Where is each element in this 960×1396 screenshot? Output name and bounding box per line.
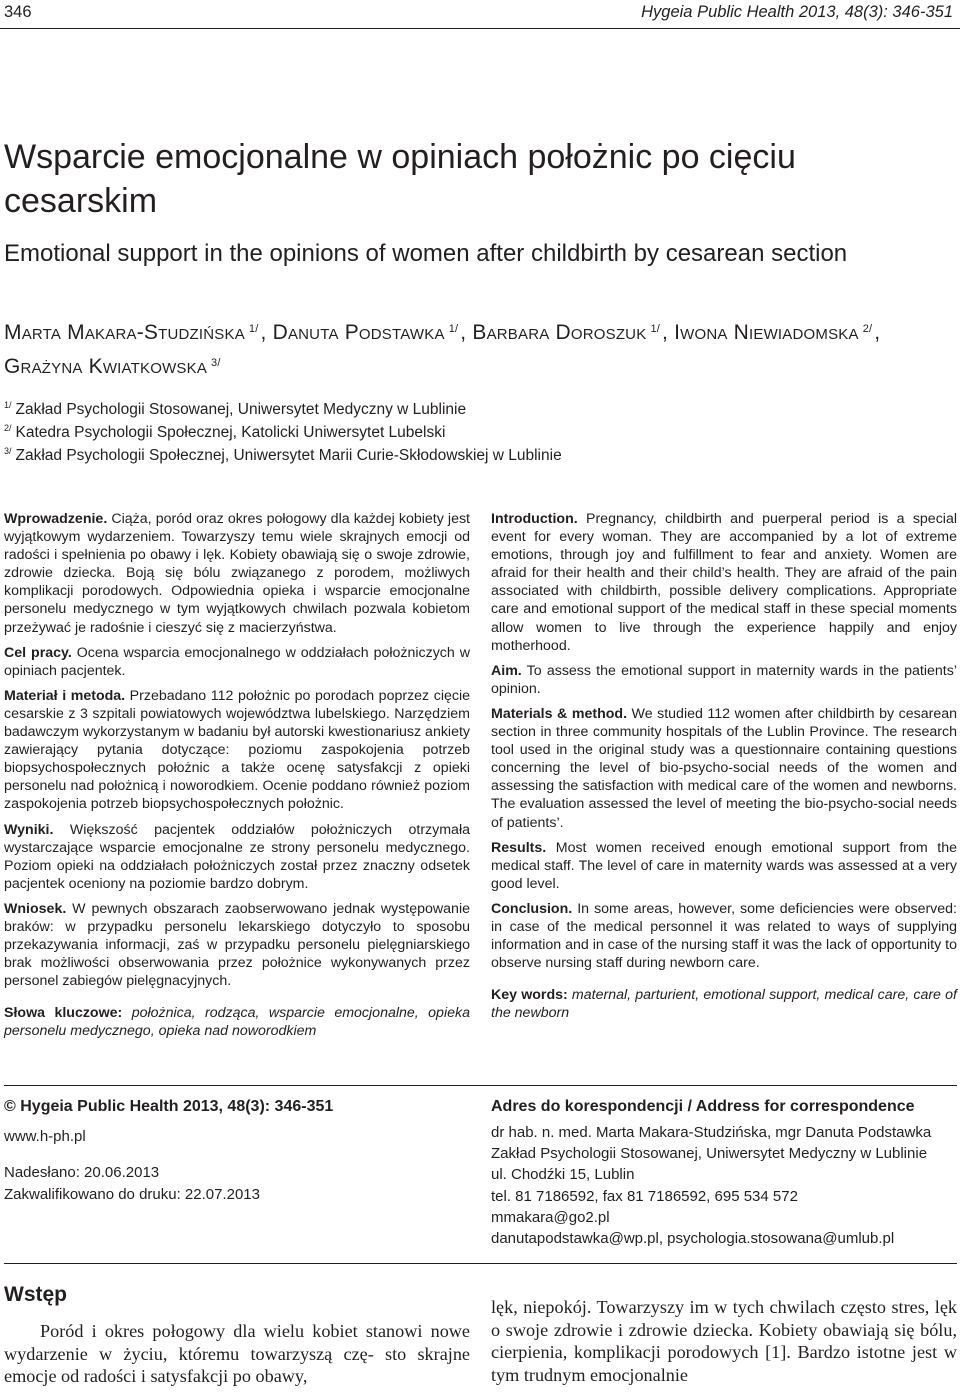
abstract-intro: Wprowadzenie. Ciąża, poród oraz okres połogowy dla każdej kobiety jest wyjątkowym wydarzeniem. Towarzyszy temu wiele skrajnych emocji od radości i spełnienia po obawy i lęk. Kobiety obawiają się o swoje zdrowie, zdrowie dziecka. Boją się bólu związanego z porodem, możliwych komplikacji porodowych. Odpowiednia opieka i wsparcie emocjonalne personelu medycznego w tym wyjątkowych chwilach pozwala kobietom przeżywać je radośnie i cieszyć się z macierzyństwa. <box>4 511 470 636</box>
abstract-conclusion: Wniosek. W pewnych obszarach zaobserwowano jednak występowanie braków: w przypadku personelu lekarskiego dotyczyło to sposobu przekazywania informacji, zaś w przypadku personelu pielęgniarskiego brak możliwości obserwowania przez położnice wykonywanych przez personel zabiegów pielęgnacyjnych. <box>4 900 470 990</box>
copyright-line: © Hygeia Public Health 2013, 48(3): 346-351 <box>4 1098 334 1115</box>
divider <box>4 1085 957 1086</box>
article-title: Wsparcie emocjonalne w opiniach położnic po cięciu cesarskim <box>4 138 796 220</box>
article-subtitle-en: Emotional support in the opinions of women after childbirth by cesarean section <box>4 240 848 267</box>
divider <box>4 1263 957 1264</box>
body-text-left: Poród i okres połogowy dla wielu kobiet stanowi nowe wydarzenie w życiu, któremu towarzyszą czę- sto skrajne emocje od radości i satysfakcji po obawy, <box>4 1321 470 1387</box>
correspondence <box>491 1096 957 1249</box>
correspondence-line: tel. 81 7186592, fax 81 7186592, 695 534 572 <box>491 1187 798 1205</box>
correspondence-line: ul. Chodźki 15, Lublin <box>491 1166 635 1184</box>
abstract-results: Results. Most women received enough emotional support from the medical staff. The level of care in maternity wards was assessed at a very good level. <box>491 839 957 892</box>
journal-url[interactable]: www.h-ph.pl <box>4 1128 86 1146</box>
author: Danuta Podstawka $^{1/}$, <box>272 321 467 344</box>
keywords-english: Key words: maternal, parturient, emotional support, medical care, care of the newborn <box>491 987 957 1022</box>
correspondence-line: dr hab. n. med. Marta Makara-Studzińska, mgr Danuta Podstawka <box>491 1124 932 1141</box>
affiliation: $^{3/}$ Zakład Psychologii Społecznej, Uniwersytet Marii Curie-Skłodowskiej w Lublinie <box>4 446 562 464</box>
abstract-results: Wyniki. Większość pacjentek oddziałów położniczych otrzymała wystarczające wsparcie emocjonalne ze strony personelu medycznego. Poziom opieki na oddziałach położniczych został przez znaczny odsetek pacjentek oceniony na poziomie bardzo dobrym. <box>4 821 470 892</box>
author: Grażyna Kwiatkowska $^{3/}$ <box>4 355 221 378</box>
abstract-aim: Aim. To assess the emotional support in maternity wards in the patients’ opinion. <box>491 662 957 697</box>
section-heading: Wstęp <box>4 1283 67 1306</box>
keywords-polish: Słowa kluczowe: położnica, rodząca, wsparcie emocjonalne, opieka personelu medycznego, opieka nad noworodkiem <box>4 1005 470 1040</box>
abstract-method: Materials & method. We studied 112 women after childbirth by cesarean section in three community hospitals of the Lublin Province. The research tool used in the original study was a questionnaire containing questions concerning the level of bio-psycho-social needs of the women and assessing the satisfaction with medical care of the women and newborns. The evaluation assessed the level of meeting the bio-psycho-social needs of patients’. <box>491 705 957 831</box>
page-number: 346 <box>4 3 32 21</box>
abstract-english <box>491 510 957 1029</box>
journal-citation: Hygeia Public Health 2013, 48(3): 346-351 <box>641 3 953 21</box>
author: Barbara Doroszuk $^{1/}$, <box>472 321 669 344</box>
email-link[interactable]: mmakara@go2.pl <box>491 1208 610 1226</box>
accepted-date: Zakwalifikowano do druku: 22.07.2013 <box>4 1185 260 1203</box>
correspondence-line: Zakład Psychologii Stosowanej, Uniwersytet Medyczny w Lublinie <box>491 1145 928 1163</box>
abstract-polish <box>4 510 470 1048</box>
author: Marta Makara-Studzińska $^{1/}$, <box>4 321 267 344</box>
abstract-aim: Cel pracy. Ocena wsparcia emocjonalnego w oddziałach położniczych w opiniach pacjentek. <box>4 644 470 679</box>
author: Iwona Niewiadomska $^{2/}$, <box>674 321 881 344</box>
running-header <box>0 0 960 29</box>
abstract-intro: Introduction. Pregnancy, childbirth and puerperal period is a special event for every woman. They are accompanied by a lot of extreme emotions, through joy and fulfillment to fear and anxiety. Women are afraid for their health and their child’s health. They are afraid of the pain associated with childbirth, possible delivery complications. Appropriate care and emotional support of the medical staff in these special moments allow women to live through the experience happily and enjoy motherhood. <box>491 511 957 654</box>
correspondence-title: Adres do korespondencji / Address for correspondence <box>491 1098 915 1115</box>
body-text-right: lęk, niepokój. Towarzyszy im w tych chwilach często stres, lęk o swoje zdrowie i zdrowie dziecka. Kobiety obawiają się bólu, cierpienia, komplikacji porodowych [1]. Bardzo istotne jest w tym trudnym emocjonalnie <box>491 1297 957 1385</box>
email-link[interactable]: danutapodstawka@wp.pl, psychologia.stosowana@umlub.pl <box>491 1230 895 1248</box>
received-date: Nadesłano: 20.06.2013 <box>4 1164 160 1182</box>
author-list <box>4 314 954 382</box>
affiliation: $^{2/}$ Katedra Psychologii Społecznej, Katolicki Uniwersytet Lubelski <box>4 423 446 441</box>
abstract-method: Materiał i metoda. Przebadano 112 położnic po porodach poprzez cięcie cesarskie z 3 szpitali powiatowych województwa lubelskiego. Narzędziem badawczym wykorzystanym w badaniu był autorski kwestionariusz ankiety zawierający pytania dotyczące: poziomu zaspokojenia potrzeb biopsychospołecznych położnic a także ocenę satysfakcji z opieki personelu nad położnicą i noworodkiem. Ocenie poddano również poziom zaspokojenia potrzeb biopsychospołecznych położnic. <box>4 687 471 813</box>
affiliation: $^{1/}$ Zakład Psychologii Stosowanej, Uniwersytet Medyczny w Lublinie <box>4 400 467 418</box>
publication-info <box>4 1096 474 1205</box>
abstract-conclusion: Conclusion. In some areas, however, some deficiencies were observed: in case of the medical personnel it was related to ways of supplying information and in case of the nursing staff it was the lack of opportunity to observe nursing staff during newborn care. <box>491 900 957 972</box>
